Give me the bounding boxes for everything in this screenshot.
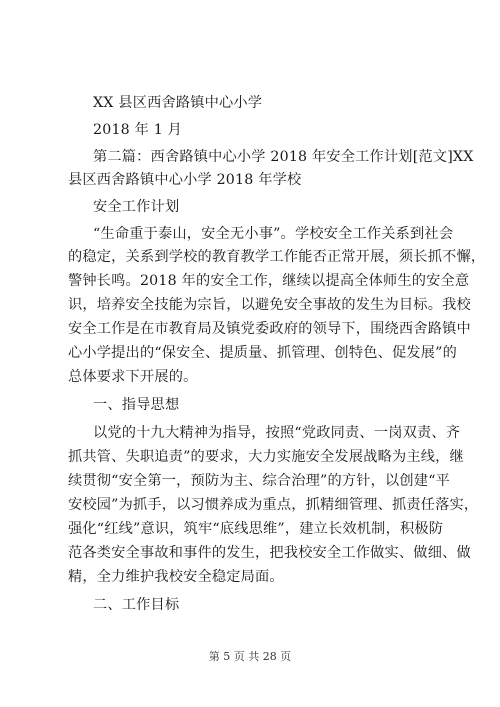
- date-line: 2018 年 1 月: [93, 122, 183, 138]
- section-heading-guiding-ideology: 一、指导思想: [93, 397, 180, 413]
- paragraph-line: 总体要求下开展的。: [68, 369, 198, 385]
- paragraph-line: 的稳定，关系到学校的教育教学工作能否正常开展，须长抓不懈，: [68, 249, 486, 265]
- paragraph-line: 精，全力维护我校安全稳定局面。: [68, 569, 284, 585]
- article-title-line-2: 县区西舍路镇中心小学 2018 年学校: [68, 172, 302, 188]
- paragraph-line: 警钟长鸣。2018 年的安全工作，继续以提高全体师生的安全意: [68, 273, 470, 289]
- section-heading-plan: 安全工作计划: [93, 199, 180, 215]
- paragraph-line: “生命重于泰山，安全无小事”。学校安全工作关系到社会: [93, 226, 454, 242]
- paragraph-line: 以党的十九大精神为指导，按照“党政同责、一岗双责、齐: [93, 425, 461, 441]
- paragraph-line: 续贯彻“安全第一，预防为主、综合治理”的方针，以创建“平: [68, 473, 451, 489]
- article-title-line-1: 第二篇：西舍路镇中心小学 2018 年安全工作计划[范文]XX: [93, 149, 474, 165]
- paragraph-line: 强化“红线”意识，筑牢“底线思维”，建立长效机制，积极防: [68, 521, 444, 537]
- paragraph-line: 心小学提出的“保安全、提质量、抓管理、创特色、促发展”的: [68, 345, 457, 361]
- paragraph-line: 安全工作是在市教育局及镇党委政府的领导下，围绕西舍路镇中: [68, 321, 471, 337]
- section-heading-work-goals: 二、工作目标: [93, 597, 180, 613]
- paragraph-line: 范各类安全事故和事件的发生，把我校安全工作做实、做细、做: [68, 545, 471, 561]
- paragraph-line: 识，培养安全技能为宗旨，以避免安全事故的发生为目标。我校: [68, 297, 471, 313]
- paragraph-line: 抓共管、失职追责”的要求，大力实施安全发展战略为主线，继: [68, 449, 464, 465]
- school-name-line: XX 县区西舍路镇中心小学: [93, 95, 263, 111]
- page-number-footer: 第 5 页 共 28 页: [208, 650, 292, 663]
- paragraph-line: 安校园”为抓手，以习惯养成为重点，抓精细管理、抓责任落实，: [68, 497, 479, 513]
